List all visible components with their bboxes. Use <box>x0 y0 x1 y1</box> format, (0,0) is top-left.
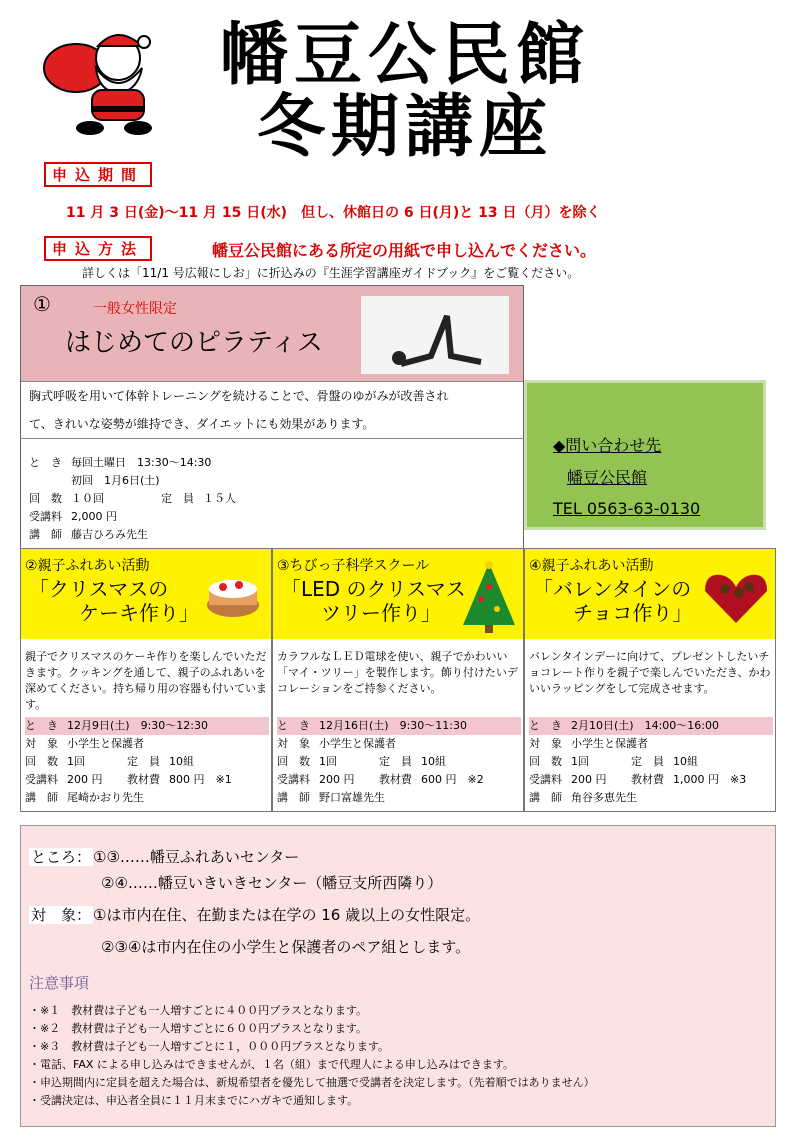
place-row-2: ②④……幡豆いきいきセンター（幡豆支所西隣り） <box>101 874 443 892</box>
cake-icon <box>203 565 263 625</box>
place-row-1: ところ： ①③……幡豆ふれあいセンター <box>31 848 300 866</box>
note-5: ・申込期間内に定員を超えた場合は、新規希望者を優先して抽選で受講者を決定します。（先着順ではありません） <box>29 1076 595 1089</box>
chocolate-box-icon <box>701 569 771 625</box>
course-4-title: 「バレンタインの チョコ作り」 <box>533 577 693 625</box>
course-3-category: ③ちびっ子科学スクール <box>277 558 430 574</box>
santa-illustration <box>38 28 168 140</box>
course-3-info: と き 12月16日(土) 9:30～11:30 対 象 小学生と保護者 回 数 1回 定 員 10組 受講料 200 円 教材費 600 円 ※2 講 師 野口富雄先生 <box>277 717 521 807</box>
note-6: ・受講決定は、申込者全員に１１月末までにハガキで通知します。 <box>29 1094 359 1107</box>
contact-label: ◆問い合わせ先 <box>553 436 662 455</box>
period-label: 申込期間 <box>44 162 152 187</box>
course-1-description: 胸式呼吸を用いて体幹トレーニングを続けることで、骨盤のゆがみが改善され て、きれいな姿勢が維持でき、ダイエットにも効果があります。 <box>21 381 523 439</box>
course-1-card <box>20 285 524 549</box>
course-3-description: カラフルなＬＥＤ電球を使い、親子でかわいい「マイ・ツリー」を製作します。飾り付けたいデコレーションをご持参ください。 <box>277 650 518 695</box>
pilates-photo <box>361 296 509 374</box>
course-3-card <box>272 548 524 812</box>
note-2: ・※２ 教材費は子ども一人増すごとに６００円プラスとなります。 <box>29 1022 368 1035</box>
period-text: 11 月 3 日(金)～11 月 15 日(水) 但し、休館日の 6 日(月)と 13 日（月）を除く <box>66 205 601 221</box>
course-1-number: ① <box>33 292 51 316</box>
course-4-category: ④親子ふれあい活動 <box>529 558 654 574</box>
christmas-tree-icon <box>459 559 519 635</box>
course-1-info: と き 毎回土曜日 13:30～14:30 初回 1月6日(土) 回 数 １０回 定 員 １５人 受講料 2,000 円 講 師 藤吉ひろみ先生 <box>29 456 236 541</box>
course-1-header <box>21 286 523 381</box>
course-4-info: と き 2月10日(土) 14:00～16:00 対 象 小学生と保護者 回 数 1回 定 員 10組 受講料 200 円 教材費 1,000 円 ※3 講 師 角谷多恵先生 <box>529 717 773 807</box>
note-4: ・電話、FAX による申し込みはできませんが、１名（組）まで代理人による申し込みはできます。 <box>29 1058 514 1071</box>
note-1: ・※１ 教材費は子ども一人増すごとに４００円プラスとなります。 <box>29 1004 368 1017</box>
course-4-description: バレンタインデーに向けて、プレゼントしたいチョコレート作りを親子で楽しんでいただき、かわいいラッピングをして完成させます。 <box>529 650 771 695</box>
target-row-1: 対 象： ①は市内在住、在勤または在学の 16 歳以上の女性限定。 <box>31 906 481 924</box>
method-text: 幡豆公民館にある所定の用紙で申し込んでください。 <box>212 241 597 260</box>
contact-name: 幡豆公民館 <box>567 468 648 487</box>
target-row-2: ②③④は市内在住の小学生と保護者のペア組とします。 <box>101 938 471 956</box>
page-title: 幡豆公民館 冬期講座 <box>219 16 590 167</box>
course-2-category: ②親子ふれあい活動 <box>25 558 150 574</box>
course-2-title: 「クリスマスの ケーキ作り」 <box>29 577 199 625</box>
pilates-figure-icon <box>361 296 509 374</box>
method-label: 申込方法 <box>44 236 152 261</box>
course-1-limit: 一般女性限定 <box>93 301 177 317</box>
course-2-card <box>20 548 272 812</box>
note-3: ・※３ 教材費は子ども一人増すごとに１，０００円プラスとなります。 <box>29 1040 390 1053</box>
course-2-description: 親子でクリスマスのケーキ作りを楽しんでいただきます。クッキングを通して、親子のふれあいを深めてください。持ち帰り用の容器も付いています。 <box>25 650 267 711</box>
contact-box <box>524 380 766 530</box>
guide-text: 詳しくは「11/1 号広報にしお」に折込みの『生涯学習講座ガイドブック』をご覧ください。 <box>82 266 580 280</box>
course-3-title: 「LED のクリスマス ツリー作り」 <box>281 577 466 625</box>
course-2-info: と き 12月9日(土) 9:30～12:30 対 象 小学生と保護者 回 数 1回 定 員 10組 受講料 200 円 教材費 800 円 ※1 講 師 尾崎かおり先生 <box>25 717 269 807</box>
contact-tel: TEL 0563-63-0130 <box>553 499 701 518</box>
bottom-info <box>20 825 776 1127</box>
notes-title: 注意事項 <box>29 974 90 992</box>
course-4-card <box>524 548 776 812</box>
course-1-title: はじめてのピラティス <box>65 328 323 358</box>
